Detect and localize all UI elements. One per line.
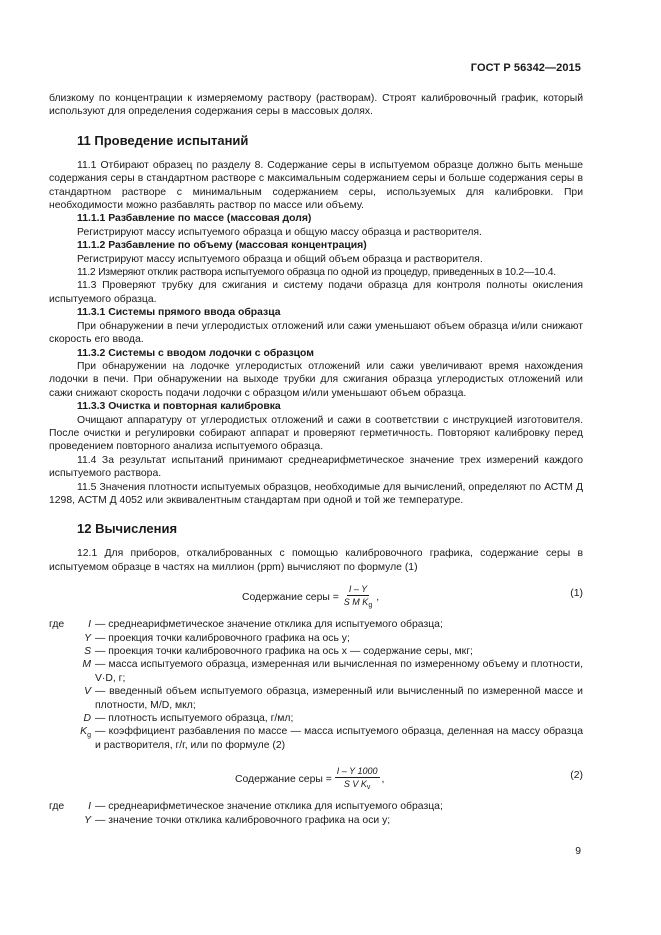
definition-text: — плотность испытуемого образца, г/мл; <box>95 713 294 725</box>
heading-11-3-1: 11.3.1 Системы прямого ввода образца <box>77 307 281 319</box>
definition-text: — введенный объем испытуемого образца, измеренный или вычисленный по измеренной массе и плотности, M/D, мкл; <box>95 686 583 711</box>
definition-symbol: I <box>88 619 91 631</box>
definition-symbol: Y <box>84 632 91 644</box>
definition-text: — проекция точки калибровочного графика на ось y; <box>95 632 350 644</box>
heading-11-1-2: 11.1.2 Разбавление по объему (массовая концентрация) <box>77 240 367 252</box>
definition-text: — масса испытуемого образца, измеренная или вычисленная по измеренному объему и плотности, V·D, г; <box>95 659 583 684</box>
where-label: где <box>49 801 65 813</box>
definition-symbol: S <box>84 646 91 657</box>
definition-row <box>49 618 583 631</box>
formula-1-fraction <box>342 584 374 611</box>
formula-1-lhs: Содержание серы = <box>242 591 339 603</box>
definition-row <box>49 814 583 827</box>
standard-header: ГОСТ Р 56342—2015 <box>470 62 581 74</box>
definition-row <box>49 725 583 752</box>
paragraph-11-2: 11.2 Измеряют отклик раствора испытуемого образца по одной из процедур, приведенных в 10.2—10.4. <box>77 267 556 279</box>
formula-2-comma: , <box>381 774 385 786</box>
where-label <box>49 645 73 658</box>
where-label <box>49 685 73 712</box>
paragraph-11-1-1: Регистрируют массу испытуемого образца и общую массу образца и растворителя. <box>77 226 482 238</box>
formula-2-lhs: Содержание серы = <box>235 774 332 786</box>
formula-2-fraction <box>335 766 380 793</box>
formula-1-numerator: I – Y <box>348 584 368 595</box>
definition-row <box>49 712 583 725</box>
section-11-title: 11 Проведение испытаний <box>77 132 249 148</box>
definition-row <box>49 658 583 685</box>
definition-text: — значение точки отклика калибровочного графика на оси y; <box>95 814 391 826</box>
paragraph-11-3-1: При обнаружении в печи углеродистых отложений или сажи уменьшают объем образца и/или снижают скорость его ввода. <box>49 320 583 346</box>
formula-1-definitions <box>49 618 583 752</box>
paragraph-11-1-2: Регистрируют массу испытуемого образца и общий объем образца и растворителя. <box>77 253 483 265</box>
definition-symbol: I <box>88 801 91 813</box>
page-content <box>49 92 583 827</box>
formula-2-number: (2) <box>570 770 583 782</box>
intro-paragraph: близкому по концентрации к измеряемому раствору (растворам). Строят калибровочный график, который используют для определения содержания серы в массовых долях. <box>49 93 583 118</box>
formula-2-denominator: S V $K_v$ <box>343 779 371 792</box>
paragraph-11-5: 11.5 Значения плотности испытуемых образцов, необходимые для вычислений, определяют по АСТМ Д 1298, АСТМ Д 4052 или эквивалентным стандартам при одной и той же температуре. <box>49 481 583 506</box>
paragraph-11-4: 11.4 За результат испытаний принимают среднеарифметическое значение трех измерений каждого испытуемого раствора. <box>49 454 583 480</box>
definition-symbol: Y <box>84 814 91 826</box>
formula-1 <box>49 574 583 614</box>
paragraph-11-1: 11.1 Отбирают образец по разделу 8. Содержание серы в испытуемом образце должно быть меньше содержания серы в стандартном растворе с максимальным содержанием серы и больше содержания серы в стандартном растворе с минимальным содержанием серы, используемых для калибровки. При необходимости можно разбавлять раствор по массе или объему. <box>49 159 583 212</box>
heading-11-3-3: 11.3.3 Очистка и повторная калибровка <box>77 401 281 413</box>
definition-row <box>49 800 583 813</box>
formula-2-numerator: I – Y 1000 <box>336 766 378 777</box>
definition-symbol: $K_g$ <box>80 726 91 740</box>
paragraph-11-3-3: Очищают аппаратуру от углеродистых отложений и сажи в соответствии с инструкцией изготовителя. После очистки и регулировки собирают аппарат и проверяют герметичность. Повторяют калибровку перед проведением повторного анализа испытуемого образца. <box>49 414 583 453</box>
formula-1-denominator: S M $K_g$ <box>343 597 373 610</box>
where-label <box>49 725 73 752</box>
where-label <box>49 712 73 725</box>
definition-row <box>49 645 583 658</box>
where-label: где <box>49 619 65 631</box>
heading-11-1-1: 11.1.1 Разбавление по массе (массовая доля) <box>77 213 312 225</box>
heading-11-3-2: 11.3.2 Системы с вводом лодочки с образцом <box>77 347 314 359</box>
paragraph-11-3-2: При обнаружении на лодочке углеродистых отложений или сажи увеличивают время нахождения лодочки в печи. При обнаружении на выходе трубки для сжигания образца углеродистых отложений или сажи снижают скорость подачи лодочки с образцом и/или уменьшают объем образца. <box>49 360 583 399</box>
formula-1-number: (1) <box>570 588 583 600</box>
where-label <box>49 632 73 645</box>
formula-1-comma: , <box>376 591 380 603</box>
where-label <box>49 658 73 685</box>
definition-row <box>49 685 583 712</box>
paragraph-11-3: 11.3 Проверяют трубку для сжигания и систему подачи образца для контроля полноты окисления испытуемого образца. <box>49 280 583 305</box>
definition-symbol: V <box>84 686 91 698</box>
page-number: 9 <box>575 846 581 857</box>
definition-text: — среднеарифметическое значение отклика для испытуемого образца; <box>95 801 443 813</box>
paragraph-12-1: 12.1 Для приборов, откалиброванных с помощью калибровочного графика, содержание серы в испытуемом образце в частях на миллион (ppm) вычисляют по формуле (1) <box>49 548 583 573</box>
definition-symbol: D <box>83 713 91 725</box>
formula-2 <box>49 756 583 796</box>
definition-text: — среднеарифметическое значение отклика для испытуемого образца; <box>95 619 443 631</box>
definition-symbol: M <box>82 659 91 671</box>
formula-2-definitions <box>49 800 583 827</box>
section-12-title: 12 Вычисления <box>77 521 178 537</box>
definition-text: — проекция точки калибровочного графика на ось x — содержание серы, мкг; <box>95 646 473 657</box>
definition-row <box>49 632 583 645</box>
where-label <box>49 814 73 827</box>
definition-text: — коэффициент разбавления по массе — масса испытуемого образца, деленная на массу образца и растворителя, г/г, или по формуле (2) <box>95 726 583 751</box>
